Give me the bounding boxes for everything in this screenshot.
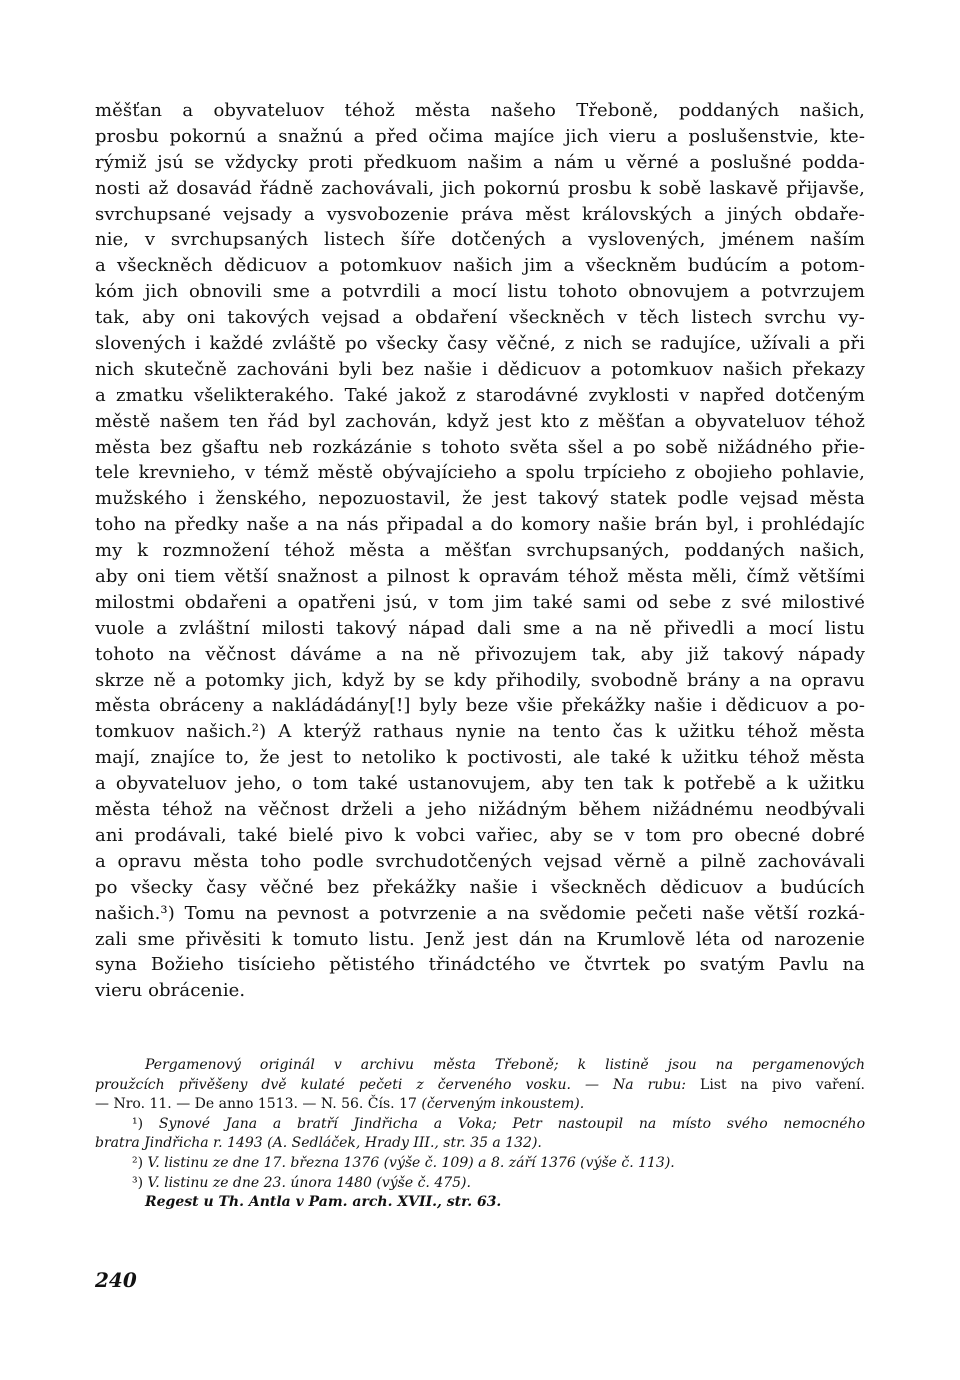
text-line: my k rozmnožení téhož města a měšťan svrchupsaných, poddaných našich, [95, 540, 865, 562]
text-line: po všecky časy věčné bez překážky našie i všeckněch dědicuov a budúcích [95, 876, 865, 898]
text-line: města bez gšaftu neb rozkázánie s tohoto světa sšel a po sobě nižádného přie- [95, 436, 865, 458]
text-line: našich.³) Tomu na pevnost a potvrzenie a na svědomie pečeti naše větší rozká- [95, 902, 865, 924]
text-line: a zmatku všelikterakého. Také jakož z starodávné zvyklosti v napřed dotčeným [95, 384, 865, 406]
text-line: rýmiž jsú se vždycky proti předkuom našim a nám u věrné a poslušné podda- [95, 151, 865, 173]
text-line: města téhož na věčnost drželi a jeho nižádným během nižádnému neodbývali [95, 799, 865, 821]
text-line: slovených i každé zvláště po všecky časy věčné, z nich se radujíce, užívali a při [95, 333, 865, 355]
text-line: nosti až dosavád řádně zachovávali, jich pokornú prosbu k sobě laskavě přijavše, [95, 177, 865, 199]
text-line: ani prodávali, také bielé pivo k vobci vařiec, aby se v tom pro obecné dobré [95, 824, 865, 846]
footnote-mark: ¹) [132, 1115, 159, 1132]
text-line: a všeckněch dědicuov a potomkuov našich jim a všeckněm budúcím a potom- [95, 255, 865, 277]
footnotes-block [95, 1056, 865, 1213]
footnote-text: V. listinu ze dne 17. března 1376 (výše č. 109) a 8. září 1376 (výše č. 113). [147, 1154, 675, 1171]
text-line: mají, znajíce to, že jest to netoliko k poctivosti, ale také k užitku téhož města [95, 747, 865, 769]
text-line: vieru obrácenie. [95, 980, 246, 1002]
text-line: nich skutečně zachováni byli bez našie i dědicuov a potomkuov našich překazy [95, 358, 865, 380]
text-line: toho na předky naše a na nás připadal a do komory našie brán byl, i prohlédajíc [95, 514, 865, 536]
text-line: skrze ně a potomky jich, když by se kdy přihodily, svobodně brány a na opravu [95, 669, 865, 691]
source-note-italic: (červeným inkoustem). [421, 1096, 585, 1113]
regest-note: Regest u Th. Antla v Pam. arch. XVII., str. 63. [145, 1194, 502, 1211]
text-line: syna Božieho tisícieho pětistého třinádctého ve čtvrtek po svatým Pavlu na [95, 954, 865, 976]
source-note-italic: proužcích přivěšeny dvě kulaté pečeti z červeného vosku. — Na rubu: [95, 1076, 687, 1093]
text-line: milostmi obdařeni a opatřeni jsú, v tom jim také sami od sebe z své milostivé [95, 591, 865, 613]
text-line: nie, v svrchupsaných listech šíře dotčených a vyslovených, jménem naším [95, 229, 865, 251]
charter-text [95, 98, 865, 1004]
text-line: prosbu pokornú a snažnú a před očima majíce jich vieru a poslušenstvie, kte- [95, 125, 865, 147]
source-note-line [95, 1076, 865, 1096]
text-line: měšťan a obyvateluov téhož města našeho Třeboně, poddaných našich, [95, 100, 865, 121]
footnote-3 [95, 1174, 865, 1194]
text-line: kóm jich obnovili sme a potvrdili a mocí listu tohoto obnovujem a potvrzujem [95, 281, 865, 303]
text-line: tele krevnieho, v témž městě obývajícieho a spolu trpícieho z obojieho pohlavie, [95, 462, 865, 484]
text-line: městě našem ten řád byl zachován, když jest kto z měšťan a obyvateluov téhož [95, 410, 865, 432]
text-line: a opravu města toho podle svrchudotčených vejsad věrně a pilně zachovávali [95, 850, 865, 872]
footnote-text: Synové Jana a bratří Jindřicha a Voka; Petr nastoupil na místo svého nemocného [158, 1115, 865, 1132]
text-line: tak, aby oni takových vejsad a obdaření všeckněch v těch listech svrchu vy- [95, 307, 865, 329]
source-note-line [95, 1095, 865, 1115]
text-line: svrchupsané vejsady a vysvobozenie práva měst královských a jiných obdaře- [95, 203, 865, 225]
source-note-line: Pergamenový originál v archivu města Třeboně; k listině jsou na pergamenových [145, 1057, 865, 1073]
text-line: vuole a zvláštní milosti takový nápad dali sme a na ně přivedli a mocí listu [95, 617, 865, 639]
main-text-block [95, 98, 865, 1004]
footnote-mark: ³) [132, 1174, 148, 1191]
footnote-2 [95, 1154, 865, 1174]
text-line: aby oni tiem větší snažnost a pilnost k opravám téhož města měli, čímž většími [95, 566, 865, 588]
text-line: mužského i ženského, nepozuostavil, že jest takový statek podle vejsad města [95, 488, 865, 510]
text-line: tohoto na věčnost dáváme a na ně přivozujem tak, aby již takový nápady [95, 643, 865, 665]
footnote-1 [95, 1115, 865, 1135]
source-note-plain: List na pivo vaření. [686, 1076, 865, 1093]
text-line: a obyvateluov jeho, o tom také ustanovujem, aby ten tak k potřebě a k užitku [95, 773, 865, 795]
source-note-plain: — Nro. 11. — De anno 1513. — N. 56. Čís. 17 [95, 1096, 422, 1113]
footnote-mark: ²) [132, 1154, 148, 1171]
footnote-1-continued: bratra Jindřicha r. 1493 (A. Sedláček, Hrady III., str. 35 a 132). [95, 1135, 542, 1152]
footnote-text: V. listinu ze dne 23. února 1480 (výše č. 475). [147, 1174, 471, 1191]
text-line: města obráceny a nakládádány[!] byly beze všie překážky našie i dědicuov a po- [95, 695, 865, 717]
page-number: 240 [95, 1268, 137, 1292]
text-line: tomkuov našich.²) A kterýž rathaus nynie na tento čas k užitku téhož města [95, 721, 865, 743]
text-line: zali sme přivěsiti k tomuto listu. Jenž jest dán na Krumlově léta od narozenie [95, 928, 865, 950]
